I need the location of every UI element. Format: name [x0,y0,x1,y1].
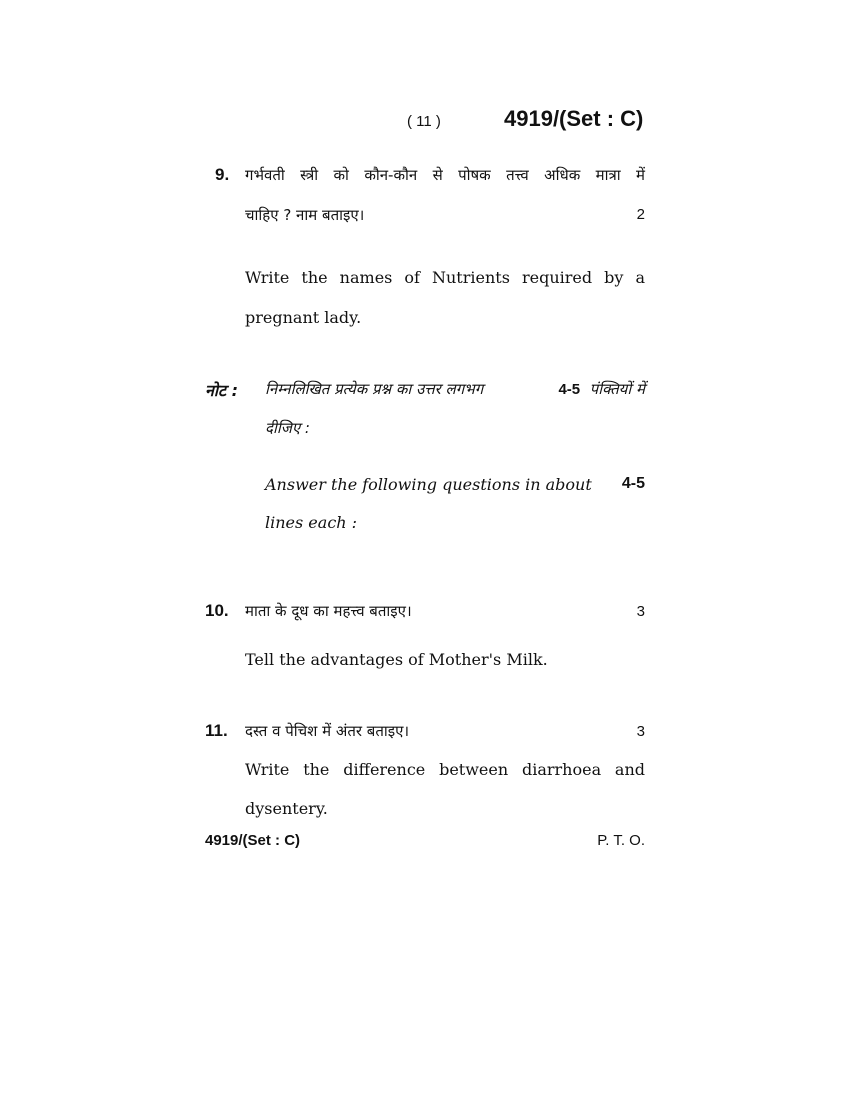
question-hindi-text: माता के दूध का महत्त्व बताइए। [245,602,412,620]
question-number: 10. [205,601,229,620]
note-hindi-end: पंक्तियों में [589,380,645,398]
footer-pto: P. T. O. [597,832,645,849]
note-hindi-tail [558,379,645,399]
page-number: ( 11 ) [407,113,441,130]
question-hindi-text: दस्त व पेचिश में अंतर बताइए। [245,722,410,740]
marks: 2 [636,206,645,223]
note-hindi-line [265,379,645,399]
question-english-text: Write the difference between diarrhoea and [245,760,645,779]
note-hindi-text: निम्नलिखित प्रत्येक प्रश्न का उत्तर लगभग [265,380,484,398]
marks: 3 [636,603,645,620]
question-english-text: dysentery. [245,799,328,818]
footer-set-code: 4919/(Set : C) [205,832,301,849]
question-number: 11. [205,721,228,740]
set-code-header: 4919/(Set : C) [504,106,644,131]
question-english-text: Write the names of Nutrients required by a [245,268,645,287]
question-hindi-text: गर्भवती स्त्री को कौन-कौन से पोषक तत्त्व अधिक मात्रा में [245,166,645,184]
question-english-text: pregnant lady. [245,308,362,327]
marks: 3 [636,723,645,740]
note-english-line [265,475,645,494]
note-english-text: Answer the following questions in about [265,475,592,494]
line-count: 4-5 [621,475,645,492]
note-english-text: lines each : [265,513,358,532]
note-label: नोट : [205,381,239,400]
question-number: 9. [215,165,230,184]
question-hindi-text: चाहिए ? नाम बताइए। [245,206,365,224]
line-count: 4-5 [558,381,581,398]
note-hindi-text: दीजिए : [265,419,310,437]
question-english-text: Tell the advantages of Mother's Milk. [245,650,548,669]
